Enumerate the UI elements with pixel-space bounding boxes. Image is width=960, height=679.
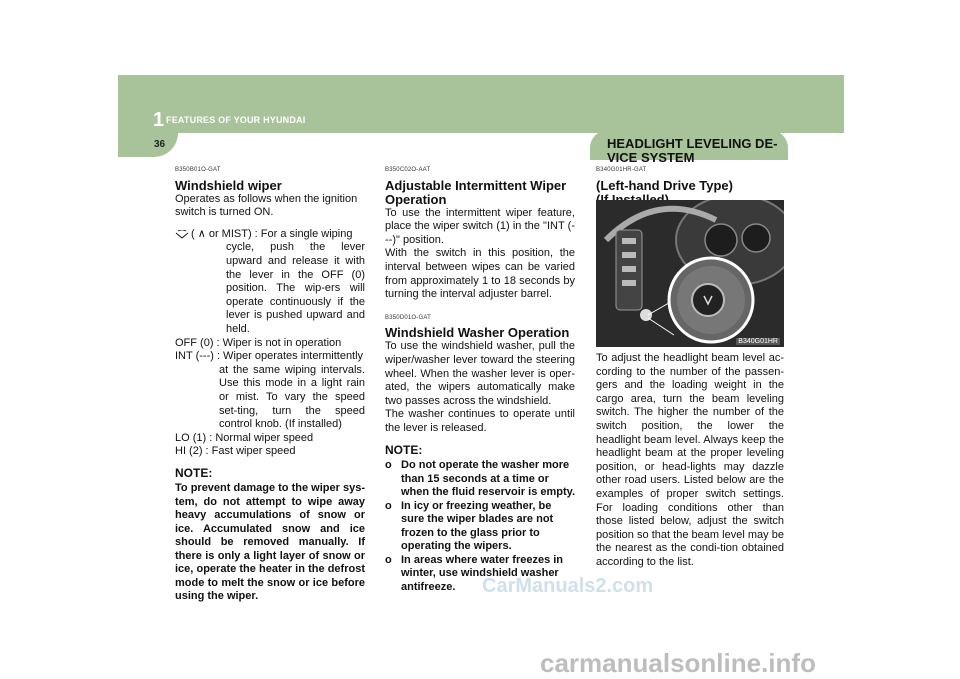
image-code-label: B340G01HR — [738, 338, 778, 345]
section-heading: Windshield wiper — [175, 177, 282, 193]
hi-mode: HI (2) : Fast wiper speed — [175, 445, 296, 458]
section-heading: Windshield Washer Operation — [385, 325, 570, 341]
headlight-body — [596, 352, 784, 570]
int-mode-lead: INT (---) : Wiper operates intermittently — [175, 350, 364, 363]
page-number-tab — [118, 133, 178, 157]
note-text: In icy or freezing weather, be sure the wiper blades are not frozen to the glass prior to operating the wipers. — [401, 499, 554, 553]
body-text: With the switch in this position, the interval between wipes can be varied from approximately 1 to 18 seconds by turning the interval adjuster barrel. — [385, 247, 575, 301]
section-code: B350B01O-GAT — [175, 167, 221, 173]
section-code: B350D01O-GAT — [385, 314, 431, 321]
chapter-title: FEATURES OF YOUR HYUNDAI — [166, 115, 306, 125]
chapter-number: 1 — [153, 109, 165, 131]
section-heading: Adjustable Intermittent Wiper Operation — [385, 177, 567, 207]
off-mode: OFF (0) : Wiper is not in operation — [175, 336, 342, 349]
mist-mode — [175, 228, 365, 337]
int-mode-body: at the same wiping intervals. Use this mode in a light rain or mist. To vary the speed set-ting, turn the speed control knob. (If installed) — [219, 363, 365, 431]
body-text: To use the intermittent wiper feature, place the wiper switch (1) in the "INT (---)" position. — [385, 206, 575, 246]
note-item — [385, 500, 575, 554]
note-item — [385, 459, 575, 500]
note-body: To prevent damage to the wiper sys-tem, do not attempt to wipe away heavy accumulations of snow or ice. Accumulated snow and ice should be removed manually. If there is only a light layer of snow or ice, operate the heater in the defrost mode to melt the snow or ice before using the wiper. — [175, 482, 365, 603]
body-text: To use the windshield washer, pull the wiper/washer lever toward the steering wheel. When the washer lever is oper-ated, the wipers automatically make two passes across the windshield. — [385, 340, 575, 407]
watermark-carmanualsonline: carmanualsonline.info — [540, 648, 816, 678]
page-number: 36 — [154, 139, 166, 150]
intro-text: Operates as follows when the ignition switch is turned ON. — [175, 192, 358, 219]
mist-body: cycle, push the lever upward and release it with the lever in the OFF (0) position. The wip-ers will operate continuously if the lever is pushed upward and held. — [226, 241, 365, 335]
note-heading: NOTE: — [385, 442, 423, 457]
column-windshield-wiper — [175, 164, 365, 604]
wiper-icon — [175, 230, 189, 240]
section-title: HEADLIGHT LEVELING DE-VICE SYSTEM — [607, 136, 778, 165]
headlight-switch-photo — [596, 200, 784, 347]
bullet: o — [385, 459, 392, 472]
bullet: o — [385, 553, 392, 566]
watermark-carmanuals2: CarManuals2.com — [482, 575, 654, 597]
section-heading: (Left-hand Drive Type) — [596, 177, 733, 193]
section-code: B350C02O-AAT — [385, 167, 431, 173]
note-heading: NOTE: — [175, 465, 213, 480]
mist-lead: ( ∧ or MIST) : For a single wiping — [191, 227, 353, 240]
note-text: In areas where water freezes in winter, use windshield washer antifreeze. — [401, 553, 564, 593]
column-washer — [385, 164, 575, 594]
body-text: The washer continues to operate until the lever is released. — [385, 408, 575, 434]
section-code: B340G01HR-GAT — [596, 167, 647, 173]
note-text: Do not operate the washer more than 15 seconds at a time or when the fluid reservoir is empty. — [401, 459, 576, 499]
bullet: o — [385, 499, 392, 512]
lo-mode: LO (1) : Normal wiper speed — [175, 431, 314, 444]
body-text: To adjust the headlight beam level ac-cording to the number of the passen-gers and the loading weight in the cargo area, turn the beam leveling switch. The higher the number of the switch position, the lower the headlight beam level. Always keep the headlight beam at the proper leveling position, or head-lights may dazzle other road users. Listed below are the examples of proper switch settings. For loading conditions other than those listed below, adjust the switch position so that the beam level may be the nearest as the condi-tion obtained according to the list. — [596, 352, 784, 568]
dashboard-illustration — [596, 200, 784, 347]
